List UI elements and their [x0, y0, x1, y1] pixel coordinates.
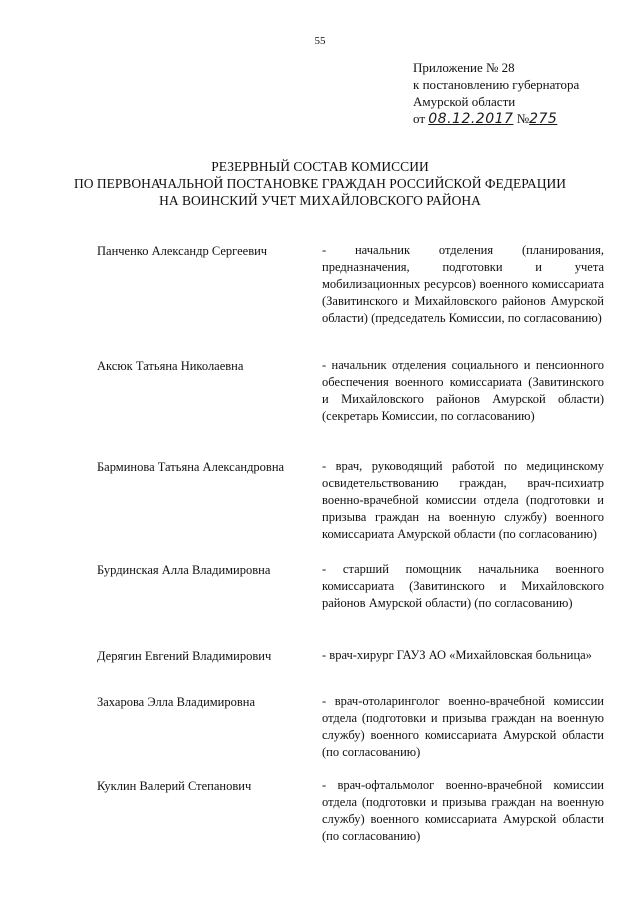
handwritten-number: 275: [529, 111, 558, 127]
member-role: - врач-хирург ГАУЗ АО «Михайловская больница»: [322, 648, 592, 662]
title-line-3: НА ВОИНСКИЙ УЧЕТ МИХАЙЛОВСКОГО РАЙОНА: [159, 193, 481, 208]
page-number: 55: [314, 35, 326, 47]
handwritten-date: 08.12.2017: [428, 111, 514, 127]
member-name: Панченко Александр Сергеевич: [97, 244, 268, 258]
appendix-region: Амурской области: [413, 94, 516, 109]
member-name: Куклин Валерий Степанович: [97, 779, 252, 793]
title-line-1: РЕЗЕРВНЫЙ СОСТАВ КОМИССИИ: [211, 159, 429, 174]
number-prefix: №: [516, 111, 530, 126]
appendix-date-line: [413, 110, 633, 128]
member-role: - врач-отоларинголог военно-врачебной комиссии отдела (подготовки и призыва граждан на военную службу) военного комиссариата Амурской области (по согласованию): [322, 694, 604, 759]
member-name: Барминова Татьяна Александровна: [97, 460, 285, 474]
member-role: - начальник отделения (планирования, предназначения, подготовки и учета мобилизационных ресурсов) военного комиссариата (Завитинского и Михайловского районов Амурской области) (председатель Комиссии, по согласованию): [322, 243, 604, 325]
member-role: - врач, руководящий работой по медицинскому освидетельствованию граждан, врач-психиатр военно-врачебной комиссии отдела (подготовки и призыва граждан на военную службу) военного комиссариата Амурской области (по согласованию): [322, 459, 604, 541]
member-name: Аксюк Татьяна Николаевна: [97, 359, 244, 373]
member-role: - старший помощник начальника военного комиссариата (Завитинского и Михайловского районов Амурской области) (по согласованию): [322, 562, 604, 610]
appendix-header: [413, 59, 633, 128]
document-title: [0, 158, 640, 209]
date-prefix: от: [413, 111, 426, 126]
member-name: Захарова Элла Владимировна: [97, 695, 256, 709]
appendix-reference: к постановлению губернатора: [413, 77, 580, 92]
member-name: Дерягин Евгений Владимирович: [97, 649, 272, 663]
appendix-number: Приложение № 28: [413, 60, 515, 75]
member-role: - начальник отделения социального и пенсионного обеспечения военного комиссариата (Завитинского и Михайловского районов Амурской области) (секретарь Комиссии, по согласованию): [322, 358, 604, 423]
member-name: Бурдинская Алла Владимировна: [97, 563, 271, 577]
member-role: - врач-офтальмолог военно-врачебной комиссии отдела (подготовки и призыва граждан на военную службу) военного комиссариата Амурской области (по согласованию): [322, 778, 604, 843]
title-line-2: ПО ПЕРВОНАЧАЛЬНОЙ ПОСТАНОВКЕ ГРАЖДАН РОССИЙСКОЙ ФЕДЕРАЦИИ: [73, 176, 567, 191]
